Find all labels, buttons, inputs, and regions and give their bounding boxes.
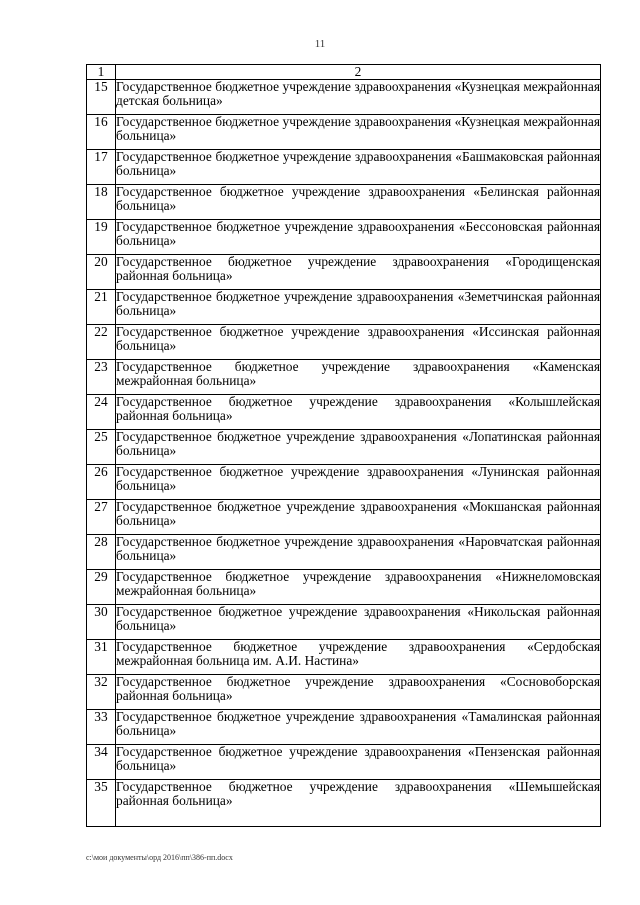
row-number: 15 [87,80,116,115]
table-row [87,570,601,605]
table-row [87,255,601,290]
table-row [87,535,601,570]
institution-name: Государственное бюджетное учреждение здравоохранения «Кузнецкая межрайонная больница» [116,115,601,150]
table-row [87,395,601,430]
institutions-table [86,64,601,827]
table-row [87,150,601,185]
table-row [87,675,601,710]
row-number: 35 [87,780,116,827]
row-number: 19 [87,220,116,255]
row-number: 23 [87,360,116,395]
row-number: 27 [87,500,116,535]
table-header-row [87,65,601,80]
institution-name: Государственное бюджетное учреждение здравоохранения «Лопатинская районная больница» [116,430,601,465]
institution-name: Государственное бюджетное учреждение здравоохранения «Никольская районная больница» [116,605,601,640]
institution-name: Государственное бюджетное учреждение здравоохранения «Мокшанская районная больница» [116,500,601,535]
institution-name: Государственное бюджетное учреждение здравоохранения «Иссинская районная больница» [116,325,601,360]
row-number: 28 [87,535,116,570]
institution-name: Государственное бюджетное учреждение здравоохранения «Городищенская районная больница» [116,255,601,290]
institution-name: Государственное бюджетное учреждение здравоохранения «Башмаковская районная больница» [116,150,601,185]
table-row [87,360,601,395]
table-row [87,220,601,255]
file-path-footer: c:\мои документы\орд 2016\пп\386-пп.docx [86,853,233,862]
row-number: 17 [87,150,116,185]
institution-name: Государственное бюджетное учреждение здравоохранения «Кузнецкая межрайонная детская больница» [116,80,601,115]
row-number: 16 [87,115,116,150]
institution-name: Государственное бюджетное учреждение здравоохранения «Лунинская районная больница» [116,465,601,500]
institution-name: Государственное бюджетное учреждение здравоохранения «Пензенская районная больница» [116,745,601,780]
row-number: 26 [87,465,116,500]
table-row [87,640,601,675]
table-row [87,80,601,115]
page-number: 11 [314,38,326,50]
table-row [87,780,601,827]
table-row [87,710,601,745]
row-number: 22 [87,325,116,360]
row-number: 24 [87,395,116,430]
institution-name: Государственное бюджетное учреждение здравоохранения «Нижнеломовская межрайонная больница» [116,570,601,605]
institution-name: Государственное бюджетное учреждение здравоохранения «Каменская межрайонная больница» [116,360,601,395]
header-cell-number: 1 [87,65,116,80]
institution-name: Государственное бюджетное учреждение здравоохранения «Сосновоборская районная больница» [116,675,601,710]
table-row [87,185,601,220]
institution-name: Государственное бюджетное учреждение здравоохранения «Шемышейская районная больница» [116,780,601,827]
row-number: 34 [87,745,116,780]
institution-name: Государственное бюджетное учреждение здравоохранения «Земетчинская районная больница» [116,290,601,325]
row-number: 30 [87,605,116,640]
institution-name: Государственное бюджетное учреждение здравоохранения «Наровчатская районная больница» [116,535,601,570]
institution-name: Государственное бюджетное учреждение здравоохранения «Тамалинская районная больница» [116,710,601,745]
table-row [87,465,601,500]
row-number: 32 [87,675,116,710]
header-cell-name: 2 [116,65,601,80]
table-row [87,290,601,325]
row-number: 18 [87,185,116,220]
row-number: 29 [87,570,116,605]
row-number: 20 [87,255,116,290]
table-row [87,500,601,535]
table-row [87,430,601,465]
row-number: 31 [87,640,116,675]
institution-name: Государственное бюджетное учреждение здравоохранения «Колышлейская районная больница» [116,395,601,430]
row-number: 25 [87,430,116,465]
row-number: 33 [87,710,116,745]
table-row [87,605,601,640]
institution-name: Государственное бюджетное учреждение здравоохранения «Белинская районная больница» [116,185,601,220]
table-row [87,745,601,780]
row-number: 21 [87,290,116,325]
table-row [87,115,601,150]
table-row [87,325,601,360]
institution-name: Государственное бюджетное учреждение здравоохранения «Сердобская межрайонная больница им. А.И. Настина» [116,640,601,675]
institution-name: Государственное бюджетное учреждение здравоохранения «Бессоновская районная больница» [116,220,601,255]
